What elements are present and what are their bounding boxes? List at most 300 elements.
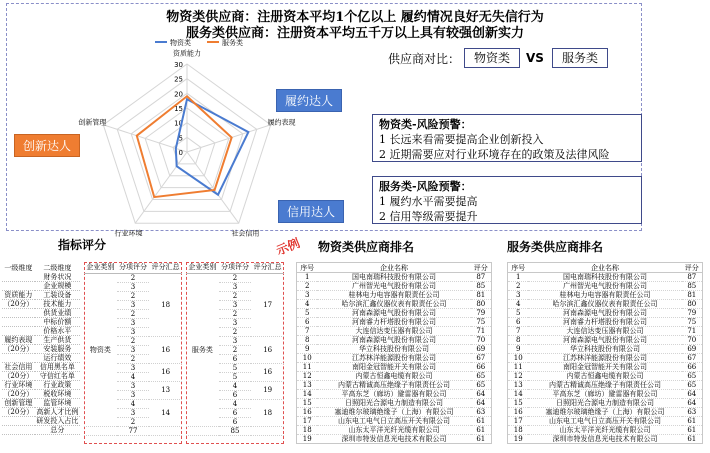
- company-score: 64: [471, 399, 492, 408]
- table-row: [297, 381, 492, 390]
- company-score: 61: [682, 435, 703, 444]
- table-row: [297, 408, 492, 417]
- table-header: 序号: [508, 263, 529, 273]
- sub-score-cell: 2: [219, 345, 252, 354]
- company-name: 河南睿力杆塔股份有限公司: [317, 318, 470, 327]
- sub-score-cell: 4: [219, 399, 252, 408]
- rank-number: 14: [297, 390, 318, 399]
- company-name: 河南森源电气股份有限公司: [528, 336, 681, 345]
- rank-number: 15: [508, 399, 529, 408]
- company-name: 江苏林洋能源股份有限公司: [317, 354, 470, 363]
- company-name: 河南森源电气股份有限公司: [528, 309, 681, 318]
- table-cell: （20分）: [3, 345, 34, 354]
- sub-score-cell: 3: [219, 318, 252, 327]
- radar-tick-label: 10: [174, 119, 183, 128]
- company-name: 国电南瑞科技股份有限公司: [528, 273, 681, 282]
- company-score: 75: [471, 318, 492, 327]
- rank-number: 9: [508, 345, 529, 354]
- risk-material-box: [372, 114, 642, 162]
- company-score: 64: [682, 390, 703, 399]
- company-score: 69: [471, 345, 492, 354]
- sub-score-cell: 3: [117, 300, 150, 309]
- table-row: [508, 309, 703, 318]
- callout-performance: 履约达人: [276, 89, 342, 112]
- company-score: 66: [471, 363, 492, 372]
- sub-score-cell: 2: [117, 309, 150, 318]
- company-name: 广州智光电气股份有限公司: [317, 282, 470, 291]
- company-score: 61: [682, 417, 703, 426]
- table-row: [2, 417, 80, 426]
- sub-score-cell: 3: [117, 327, 150, 336]
- rank-number: 4: [297, 300, 318, 309]
- rank-number: 7: [508, 327, 529, 336]
- service-ranking-table: [507, 262, 703, 444]
- sub-score-cell: 2: [219, 291, 252, 300]
- company-score: 71: [682, 327, 703, 336]
- table-row: [84, 273, 182, 282]
- company-score: 61: [471, 426, 492, 435]
- company-name: 平高东芝（廊坊）避雷器有限公司: [317, 390, 470, 399]
- company-name: 日照阳光合源电力制造有限公司: [528, 399, 681, 408]
- company-score: 80: [682, 300, 703, 309]
- rank-number: 9: [297, 345, 318, 354]
- table-row: [2, 381, 80, 390]
- risk-material-title: 物资类-风险预警：: [379, 118, 472, 131]
- table-header: 企业类别: [84, 262, 117, 273]
- table-row: [2, 318, 80, 327]
- company-name: 国电南瑞科技股份有限公司: [317, 273, 470, 282]
- company-name: 深圳市特发信息光电技术有限公司: [528, 435, 681, 444]
- sub-score-cell: 5: [219, 372, 252, 381]
- risk-material-item: 2 近期需要应对行业环境存在的政策及法律风险: [379, 148, 610, 161]
- rank-number: 3: [297, 291, 318, 300]
- company-score: 80: [471, 300, 492, 309]
- company-score: 65: [471, 372, 492, 381]
- table-row: [186, 273, 284, 282]
- rank-number: 2: [508, 282, 529, 291]
- company-name: 山东电工电气日立高压开关有限公司: [317, 417, 470, 426]
- compare-label: 供应商对比：: [388, 52, 461, 66]
- table-cell: 企业规模: [35, 282, 80, 291]
- radar-axis-label: 资质能力: [173, 49, 201, 58]
- rank-number: 17: [508, 417, 529, 426]
- rank-number: 5: [508, 309, 529, 318]
- category-cell: 物资类: [84, 273, 117, 426]
- rank-number: 12: [297, 372, 318, 381]
- table-cell: 守信红名单: [35, 372, 80, 381]
- table-row: [2, 345, 80, 354]
- company-name: 华立科技股份有限公司: [317, 345, 470, 354]
- table-row: [297, 426, 492, 435]
- material-rank-title: 物资类供应商排名: [318, 240, 415, 254]
- company-name: 塞迪维尔玻璃绝缘子（上海）有限公司: [317, 408, 470, 417]
- table-cell: 社会信用: [2, 363, 35, 372]
- table-row: [297, 327, 492, 336]
- sub-score-cell: 4: [117, 372, 150, 381]
- rank-number: 6: [508, 318, 529, 327]
- service-score-table: [186, 262, 284, 436]
- table-row: [508, 363, 703, 372]
- total-score-cell: 13: [149, 381, 182, 399]
- risk-service-title: 服务类-风险预警：: [379, 180, 472, 193]
- compare-material-button[interactable]: 物资类: [464, 48, 520, 68]
- table-cell: [2, 309, 35, 318]
- table-row: [2, 291, 80, 300]
- sub-score-cell: 2: [117, 417, 150, 426]
- table-row: [508, 372, 703, 381]
- category-cell: [84, 426, 117, 435]
- table-row: [297, 282, 492, 291]
- company-score: 65: [682, 372, 703, 381]
- rank-number: 13: [508, 381, 529, 390]
- risk-service-item: 2 信用等级需要提升: [379, 210, 478, 223]
- table-row: [508, 273, 703, 282]
- company-score: 67: [682, 354, 703, 363]
- sub-score-cell: 2: [219, 273, 252, 282]
- table-row: [297, 318, 492, 327]
- table-row: [2, 327, 80, 336]
- rank-number: 4: [508, 300, 529, 309]
- total-score-cell: [149, 426, 182, 435]
- table-row: [84, 426, 182, 435]
- table-cell: 信用黑名单: [35, 363, 80, 372]
- table-row: [2, 363, 80, 372]
- company-name: 河南森源电气股份有限公司: [317, 309, 470, 318]
- radar-axis-label: 创新管理: [78, 118, 107, 127]
- table-row: [508, 282, 703, 291]
- rank-number: 8: [508, 336, 529, 345]
- radar-axis-label: 履约表现: [267, 118, 296, 127]
- company-name: 华立科技股份有限公司: [528, 345, 681, 354]
- risk-material-item: 1 长远来看需要提高企业创新投入: [379, 133, 544, 146]
- sub-score-cell: 5: [219, 363, 252, 372]
- rank-number: 8: [297, 336, 318, 345]
- table-cell: （20分）: [3, 390, 34, 399]
- company-score: 67: [471, 354, 492, 363]
- company-score: 64: [682, 399, 703, 408]
- company-name: 塞迪维尔玻璃绝缘子（上海）有限公司: [528, 408, 681, 417]
- table-row: [508, 417, 703, 426]
- table-row: [186, 426, 284, 435]
- company-name: 桂林电力电容器有限责任公司: [528, 291, 681, 300]
- rank-number: 11: [297, 363, 318, 372]
- table-header: 一级维度: [4, 263, 33, 272]
- table-row: [508, 399, 703, 408]
- table-row: [508, 381, 703, 390]
- table-row: [2, 282, 80, 291]
- sub-score-cell: 4: [219, 381, 252, 390]
- table-row: [508, 291, 703, 300]
- category-cell: 服务类: [186, 273, 219, 426]
- table-cell: 履约表现: [2, 336, 35, 345]
- sub-score-cell: 3: [117, 381, 150, 390]
- company-name: 南阳金冠智能开关有限公司: [317, 363, 470, 372]
- table-cell: （20分）: [3, 408, 34, 417]
- table-row: [508, 426, 703, 435]
- table-cell: 价格水平: [35, 327, 80, 336]
- company-name: 山东太平洋光纤光缆有限公司: [317, 426, 470, 435]
- sub-score-cell: 2: [117, 354, 150, 363]
- company-score: 70: [682, 336, 703, 345]
- risk-service-item: 1 履约水平需要提高: [379, 195, 478, 208]
- category-cell: [186, 426, 219, 435]
- total-score-cell: 16: [149, 363, 182, 381]
- service-rank-title: 服务类供应商排名: [507, 240, 604, 254]
- rank-number: 10: [508, 354, 529, 363]
- rank-number: 10: [297, 354, 318, 363]
- sub-score-cell: 3: [219, 282, 252, 291]
- table-header: 企业名称: [317, 263, 470, 273]
- table-header: 评分汇总: [149, 262, 182, 273]
- sub-score-cell: 6: [219, 408, 252, 417]
- table-cell: 财务状况: [35, 273, 80, 282]
- table-row: [2, 372, 80, 381]
- company-name: 河南睿力杆塔股份有限公司: [528, 318, 681, 327]
- company-name: 广州智光电气股份有限公司: [528, 282, 681, 291]
- vs-label: VS: [526, 51, 544, 65]
- sub-score-cell: 3: [117, 363, 150, 372]
- sub-score-cell: 77: [117, 426, 150, 435]
- table-row: [297, 300, 492, 309]
- company-score: 87: [682, 273, 703, 282]
- sub-score-cell: 3: [117, 408, 150, 417]
- legend-entry: 物资类: [170, 39, 191, 47]
- radar-tick-label: 30: [174, 61, 183, 69]
- sub-score-cell: 2: [219, 309, 252, 318]
- table-cell: 行业政策: [35, 381, 80, 390]
- table-header: 评分汇总: [251, 262, 284, 273]
- company-score: 79: [471, 309, 492, 318]
- table-row: [2, 300, 80, 309]
- radar-axis-label: 行业环境: [114, 229, 143, 238]
- table-cell: [2, 426, 35, 435]
- table-row: [297, 336, 492, 345]
- total-score-cell: 18: [149, 273, 182, 336]
- rank-number: 2: [297, 282, 318, 291]
- company-score: 87: [471, 273, 492, 282]
- company-score: 75: [682, 318, 703, 327]
- table-row: [508, 345, 703, 354]
- company-name: 山东太平洋光纤光缆有限公司: [528, 426, 681, 435]
- table-header: 企业类别: [186, 262, 219, 273]
- table-row: [2, 273, 80, 282]
- table-row: [508, 336, 703, 345]
- company-name: 南阳金冠智能开关有限公司: [528, 363, 681, 372]
- table-cell: [2, 417, 35, 426]
- table-row: [297, 435, 492, 444]
- sub-score-cell: 6: [219, 354, 252, 363]
- company-name: 平高东芝（廊坊）避雷器有限公司: [528, 390, 681, 399]
- table-row: [508, 435, 703, 444]
- company-score: 69: [682, 345, 703, 354]
- company-score: 85: [471, 282, 492, 291]
- radar-tick-label: 20: [174, 90, 183, 99]
- company-name: 河南森源电气股份有限公司: [317, 336, 470, 345]
- table-row: [2, 309, 80, 318]
- sub-score-cell: 3: [117, 318, 150, 327]
- sub-score-cell: 85: [219, 426, 252, 435]
- sub-score-cell: 2: [117, 291, 150, 300]
- company-score: 70: [471, 336, 492, 345]
- company-name: 内蒙古恒鑫电缆有限公司: [317, 372, 470, 381]
- company-score: 81: [682, 291, 703, 300]
- table-cell: 高新人才比例: [36, 408, 79, 417]
- table-row: [297, 273, 492, 282]
- radar-tick-label: 15: [174, 105, 183, 113]
- company-score: 71: [471, 327, 492, 336]
- compare-service-button[interactable]: 服务类: [552, 48, 608, 68]
- table-cell: （20分）: [3, 372, 34, 381]
- total-score-cell: 16: [251, 336, 284, 363]
- table-cell: [2, 354, 35, 363]
- table-row: [508, 327, 703, 336]
- table-row: [297, 363, 492, 372]
- table-row: [297, 372, 492, 381]
- rank-number: 1: [508, 273, 529, 282]
- dimension-table: [2, 262, 80, 435]
- table-cell: 运行绩效: [35, 354, 80, 363]
- company-name: 大连信达变压器有限公司: [317, 327, 470, 336]
- rank-number: 16: [297, 408, 318, 417]
- company-name: 哈尔滨汇鑫仪器仪表有限责任公司: [528, 300, 681, 309]
- rank-number: 12: [508, 372, 529, 381]
- company-score: 65: [471, 381, 492, 390]
- indicator-score-title: 指标评分: [58, 238, 107, 252]
- radar-axis-label: 社会信用: [231, 229, 260, 238]
- rank-number: 17: [297, 417, 318, 426]
- rank-number: 18: [508, 426, 529, 435]
- rank-number: 19: [297, 435, 318, 444]
- company-score: 85: [682, 282, 703, 291]
- table-row: [297, 345, 492, 354]
- rank-number: 1: [297, 273, 318, 282]
- company-score: 63: [682, 408, 703, 417]
- table-row: [297, 354, 492, 363]
- rank-number: 11: [508, 363, 529, 372]
- table-cell: 安装服务: [35, 345, 80, 354]
- callout-innovation: 创新达人: [14, 134, 80, 157]
- legend-entry: 服务类: [222, 39, 243, 47]
- table-cell: [2, 282, 35, 291]
- table-cell: 创新管理: [2, 399, 35, 408]
- material-score-table: [84, 262, 182, 436]
- company-score: 61: [471, 435, 492, 444]
- table-row: [2, 336, 80, 345]
- table-row: [508, 300, 703, 309]
- sub-score-cell: 2: [117, 273, 150, 282]
- material-ranking-table: [296, 262, 492, 444]
- company-score: 61: [471, 417, 492, 426]
- total-score-cell: 14: [149, 399, 182, 426]
- company-name: 内蒙古精诚高压绝缘子有限责任公司: [317, 381, 470, 390]
- callout-credit: 信用达人: [278, 200, 344, 223]
- radar-tick-label: 25: [174, 75, 183, 84]
- rank-number: 7: [297, 327, 318, 336]
- total-score-cell: 18: [251, 399, 284, 426]
- company-score: 64: [471, 390, 492, 399]
- table-header: 序号: [297, 263, 318, 273]
- company-name: 桂林电力电容器有限责任公司: [317, 291, 470, 300]
- sub-score-cell: 2: [117, 336, 150, 345]
- sub-score-cell: 2: [219, 327, 252, 336]
- rank-number: 16: [508, 408, 529, 417]
- table-row: [297, 417, 492, 426]
- rank-number: 6: [297, 318, 318, 327]
- risk-service-box: [372, 176, 642, 224]
- company-name: 江苏林洋能源股份有限公司: [528, 354, 681, 363]
- rank-number: 5: [297, 309, 318, 318]
- table-row: [297, 291, 492, 300]
- total-score-cell: 16: [251, 363, 284, 381]
- company-name: 深圳市特发信息光电技术有限公司: [317, 435, 470, 444]
- table-cell: 供货业绩: [35, 309, 80, 318]
- table-header: 二级维度: [43, 263, 72, 272]
- table-row: [508, 390, 703, 399]
- company-score: 63: [471, 408, 492, 417]
- company-score: 79: [682, 309, 703, 318]
- table-row: [2, 426, 80, 435]
- table-row: [2, 354, 80, 363]
- company-name: 山东电工电气日立高压开关有限公司: [528, 417, 681, 426]
- table-cell: 技术能力: [35, 300, 80, 309]
- sub-score-cell: 6: [219, 390, 252, 399]
- table-row: [2, 408, 80, 417]
- company-score: 66: [682, 363, 703, 372]
- rank-number: 18: [297, 426, 318, 435]
- table-row: [297, 399, 492, 408]
- table-cell: [2, 273, 35, 282]
- company-name: 哈尔滨汇鑫仪器仪表有限责任公司: [317, 300, 470, 309]
- total-score-cell: 16: [149, 336, 182, 363]
- sub-score-cell: 4: [117, 399, 150, 408]
- sub-score-cell: 3: [117, 390, 150, 399]
- sub-score-cell: 3: [117, 345, 150, 354]
- sub-score-cell: 3: [117, 282, 150, 291]
- example-mark: 示例: [274, 235, 302, 258]
- company-score: 81: [471, 291, 492, 300]
- table-header: 分项评分: [219, 262, 252, 273]
- sub-score-cell: 6: [219, 417, 252, 426]
- table-row: [297, 390, 492, 399]
- table-cell: 资质能力: [2, 291, 35, 300]
- table-cell: 研发投入占比: [36, 417, 79, 426]
- table-row: [2, 390, 80, 399]
- table-header: 企业名称: [528, 263, 681, 273]
- table-cell: [2, 318, 35, 327]
- total-score-cell: 19: [251, 381, 284, 399]
- table-row: [508, 408, 703, 417]
- company-score: 61: [682, 426, 703, 435]
- table-cell: 生产供货: [35, 336, 80, 345]
- table-cell: 行业环境: [2, 381, 35, 390]
- table-cell: 监管环境: [35, 399, 80, 408]
- rank-number: 3: [508, 291, 529, 300]
- sub-score-cell: 3: [219, 300, 252, 309]
- company-name: 内蒙古精诚高压绝缘子有限责任公司: [528, 381, 681, 390]
- rank-number: 14: [508, 390, 529, 399]
- sub-score-cell: 3: [219, 336, 252, 345]
- table-cell: 中标价额: [35, 318, 80, 327]
- company-name: 内蒙古恒鑫电缆有限公司: [528, 372, 681, 381]
- company-name: 大连信达变压器有限公司: [528, 327, 681, 336]
- table-row: [508, 354, 703, 363]
- table-cell: 税收环境: [35, 390, 80, 399]
- company-score: 65: [682, 381, 703, 390]
- table-header: 分项评分: [117, 262, 150, 273]
- radar-tick-label: 0: [178, 149, 183, 157]
- table-cell: 工装设备: [35, 291, 80, 300]
- table-cell: [2, 327, 35, 336]
